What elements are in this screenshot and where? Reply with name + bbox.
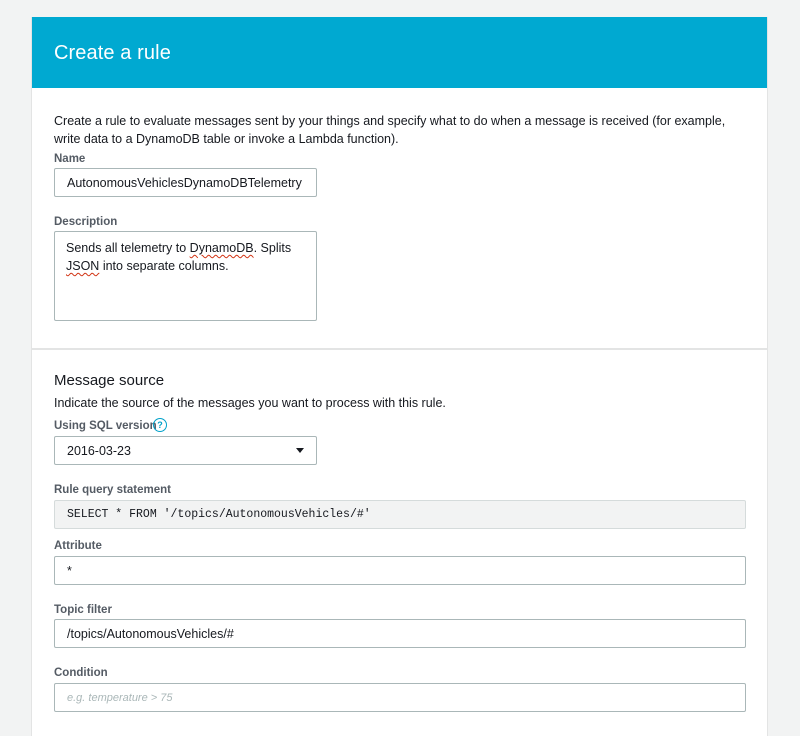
page-title: Create a rule [54, 42, 171, 64]
rule-query-statement [54, 500, 746, 529]
description-text-json: JSON [66, 259, 100, 273]
description-text-3: into separate columns. [99, 259, 229, 273]
attribute-value: * [67, 563, 72, 578]
name-label: Name [54, 153, 86, 165]
condition-label: Condition [54, 667, 108, 679]
message-source-description: Indicate the source of the messages you want to process with this rule. [54, 396, 446, 410]
description-textarea[interactable] [54, 231, 317, 321]
intro-text: Create a rule to evaluate messages sent by your things and specify what to do when a message is received (for example, write data to a DynamoDB table or invoke a Lambda function). [54, 114, 726, 146]
caret-down-icon [296, 448, 304, 453]
sql-version-select[interactable] [54, 436, 317, 465]
name-input[interactable] [54, 168, 317, 197]
section-divider [32, 348, 767, 350]
description-text-dynamodb: DynamoDB [189, 241, 254, 255]
attribute-input[interactable] [54, 556, 746, 585]
page-header [32, 17, 767, 88]
rule-query-label: Rule query statement [54, 484, 171, 496]
rule-query-value: SELECT * FROM '/topics/AutonomousVehicles/#' [67, 508, 371, 521]
name-input-value: AutonomousVehiclesDynamoDBTelemetry [67, 175, 302, 190]
sql-version-label: Using SQL version [54, 420, 157, 432]
condition-input[interactable] [54, 683, 746, 712]
topic-filter-value: /topics/AutonomousVehicles/# [67, 626, 234, 641]
attribute-label: Attribute [54, 540, 102, 552]
topic-filter-label: Topic filter [54, 604, 112, 616]
sql-version-value: 2016-03-23 [67, 443, 131, 458]
description-label: Description [54, 216, 118, 228]
message-source-title: Message source [54, 372, 165, 389]
condition-placeholder: e.g. temperature > 75 [67, 691, 173, 704]
description-text-1: Sends all telemetry to [66, 241, 190, 255]
question-circle-icon[interactable]: ? [153, 418, 167, 432]
description-text-2: . Splits [253, 241, 292, 255]
topic-filter-input[interactable] [54, 619, 746, 648]
create-rule-card [31, 17, 768, 736]
